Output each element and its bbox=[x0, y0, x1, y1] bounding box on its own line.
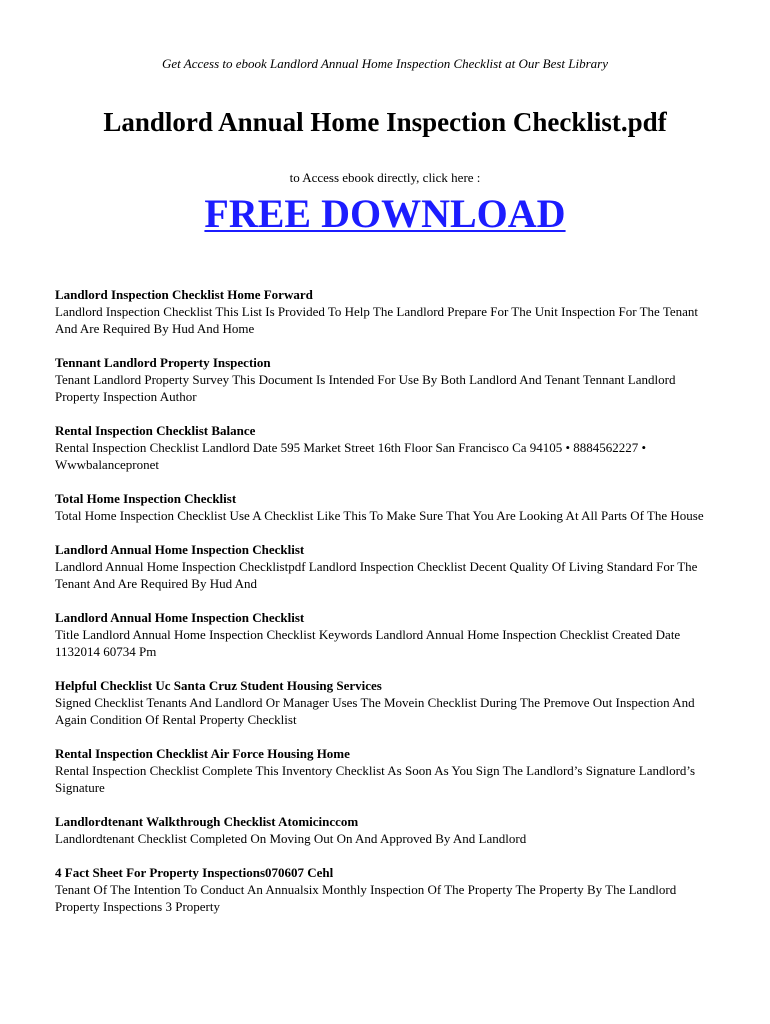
list-item bbox=[55, 813, 720, 847]
entry-description: Landlord Inspection Checklist This List Is Provided To Help The Landlord Prepare For The Unit Inspection For The Tenant And Are Required By Hud And Home bbox=[55, 304, 699, 336]
document-title: Landlord Annual Home Inspection Checklist.pdf bbox=[103, 107, 667, 137]
entry-description: Total Home Inspection Checklist Use A Checklist Like This To Make Sure That You Are Looking At All Parts Of The House bbox=[55, 508, 704, 523]
list-item bbox=[55, 609, 720, 660]
list-item bbox=[55, 677, 720, 728]
entry-description: Landlord Annual Home Inspection Checklistpdf Landlord Inspection Checklist Decent Quality Of Living Standard For The Tenant And Are Required By Hud And bbox=[55, 559, 698, 591]
access-note: to Access ebook directly, click here : bbox=[289, 170, 481, 185]
entry-description: Tenant Landlord Property Survey This Document Is Intended For Use By Both Landlord And Tenant Tennant Landlord Property Inspection Author bbox=[55, 372, 676, 404]
download-link-container bbox=[0, 189, 770, 239]
header-note: Get Access to ebook Landlord Annual Home Inspection Checklist at Our Best Library bbox=[161, 56, 609, 71]
entry-title: Landlord Annual Home Inspection Checklist bbox=[55, 542, 305, 557]
entry-description: Title Landlord Annual Home Inspection Checklist Keywords Landlord Annual Home Inspection Checklist Created Date 1132014 60734 Pm bbox=[55, 627, 681, 659]
list-item bbox=[55, 745, 720, 796]
entry-title: Landlord Inspection Checklist Home Forward bbox=[55, 287, 313, 302]
list-item bbox=[55, 286, 720, 337]
entry-description: Signed Checklist Tenants And Landlord Or Manager Uses The Movein Checklist During The Premove Out Inspection And Again Condition Of Rental Property Checklist bbox=[55, 695, 695, 727]
entry-title: Tennant Landlord Property Inspection bbox=[55, 355, 271, 370]
entry-description: Rental Inspection Checklist Complete This Inventory Checklist As Soon As You Sign The Landlord’s Signature Landlord’s Signature bbox=[55, 763, 696, 795]
list-item bbox=[55, 354, 720, 405]
entry-description: Landlordtenant Checklist Completed On Moving Out On And Approved By And Landlord bbox=[55, 831, 527, 846]
entry-title: Landlordtenant Walkthrough Checklist Atomicinccom bbox=[55, 814, 359, 829]
free-download-link[interactable]: FREE DOWNLOAD bbox=[204, 191, 566, 236]
entry-title: Landlord Annual Home Inspection Checklist bbox=[55, 610, 305, 625]
entry-title: Total Home Inspection Checklist bbox=[55, 491, 237, 506]
list-item bbox=[55, 422, 720, 473]
list-item bbox=[55, 490, 720, 524]
entry-title: Rental Inspection Checklist Balance bbox=[55, 423, 256, 438]
list-item bbox=[55, 541, 720, 592]
entry-title: Helpful Checklist Uc Santa Cruz Student Housing Services bbox=[55, 678, 382, 693]
entry-description: Tenant Of The Intention To Conduct An Annualsix Monthly Inspection Of The Property The Property By The Landlord Property Inspections 3 Property bbox=[55, 882, 677, 914]
entry-title: Rental Inspection Checklist Air Force Housing Home bbox=[55, 746, 350, 761]
list-item bbox=[55, 864, 720, 915]
entry-title: 4 Fact Sheet For Property Inspections070607 Cehl bbox=[55, 865, 334, 880]
entry-list bbox=[55, 286, 720, 932]
entry-description: Rental Inspection Checklist Landlord Date 595 Market Street 16th Floor San Francisco Ca 94105 • 8884562227 • Wwwbalancepronet bbox=[55, 440, 647, 472]
